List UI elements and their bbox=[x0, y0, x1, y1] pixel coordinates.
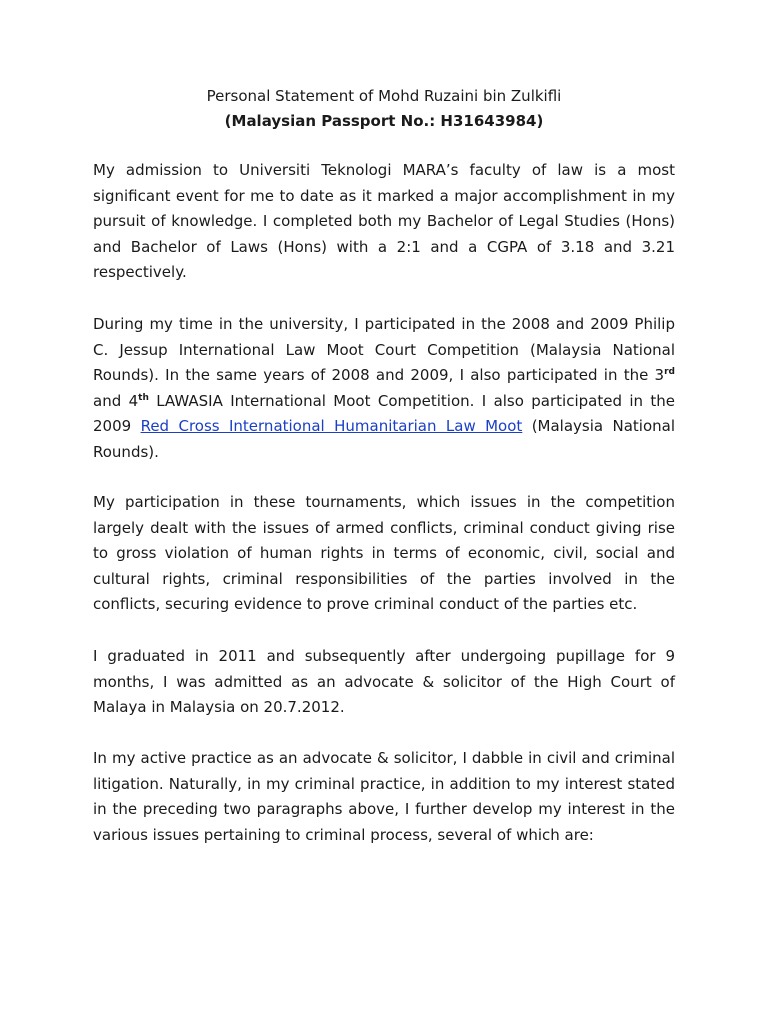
paragraph-tournaments: My participation in these tournaments, which issues in the competition largely dealt with the issues of armed conflicts, criminal conduct giving rise to gross violation of human rights in terms of economic, civil, social and cultural rights, criminal responsibilities of the parties involved in the conflicts, securing evidence to prove criminal conduct of the parties etc. bbox=[93, 493, 675, 614]
passport-number-line: (Malaysian Passport No.: H31643984) bbox=[224, 112, 544, 130]
superscript-th: th bbox=[138, 392, 149, 403]
paragraph-graduation: I graduated in 2011 and subsequently after undergoing pupillage for 9 months, I was admitted as an advocate & solicitor of the High Court of Malaya in Malaysia on 20.7.2012. bbox=[93, 647, 675, 717]
statement-title: Personal Statement of Mohd Ruzaini bin Zulkifli bbox=[206, 87, 562, 105]
paragraph-text: (Malaysia National Rounds). bbox=[93, 417, 675, 461]
red-cross-moot-link[interactable]: Red Cross International Humanitarian Law Moot bbox=[140, 417, 523, 436]
paragraph-moot-competitions bbox=[93, 312, 675, 466]
paragraph-text: and 4 bbox=[93, 391, 139, 410]
paragraph-practice: In my active practice as an advocate & solicitor, I dabble in civil and criminal litigation. Naturally, in my criminal practice, in addition to my interest stated in the preceding two paragraphs above, I further develop my interest in the various issues pertaining to criminal process, several of which are: bbox=[93, 749, 675, 844]
paragraph-admission: My admission to Universiti Teknologi MARA’s faculty of law is a most significant event for me to date as it marked a major accomplishment in my pursuit of knowledge. I completed both my Bachelor of Legal Studies (Hons) and Bachelor of Laws (Hons) with a 2:1 and a CGPA of 3.18 and 3.21 respectively. bbox=[93, 161, 675, 282]
paragraph-text: LAWASIA International Moot Competition. I also participated in the 2009 bbox=[93, 391, 675, 436]
paragraph-text: During my time in the university, I participated in the 2008 and 2009 Philip C. Jessup International Law Moot Court Competition (Malaysia National Rounds). In the same years of 2008 and 2009, I also participated in the 3 bbox=[93, 315, 675, 385]
superscript-rd: rd bbox=[664, 367, 675, 378]
